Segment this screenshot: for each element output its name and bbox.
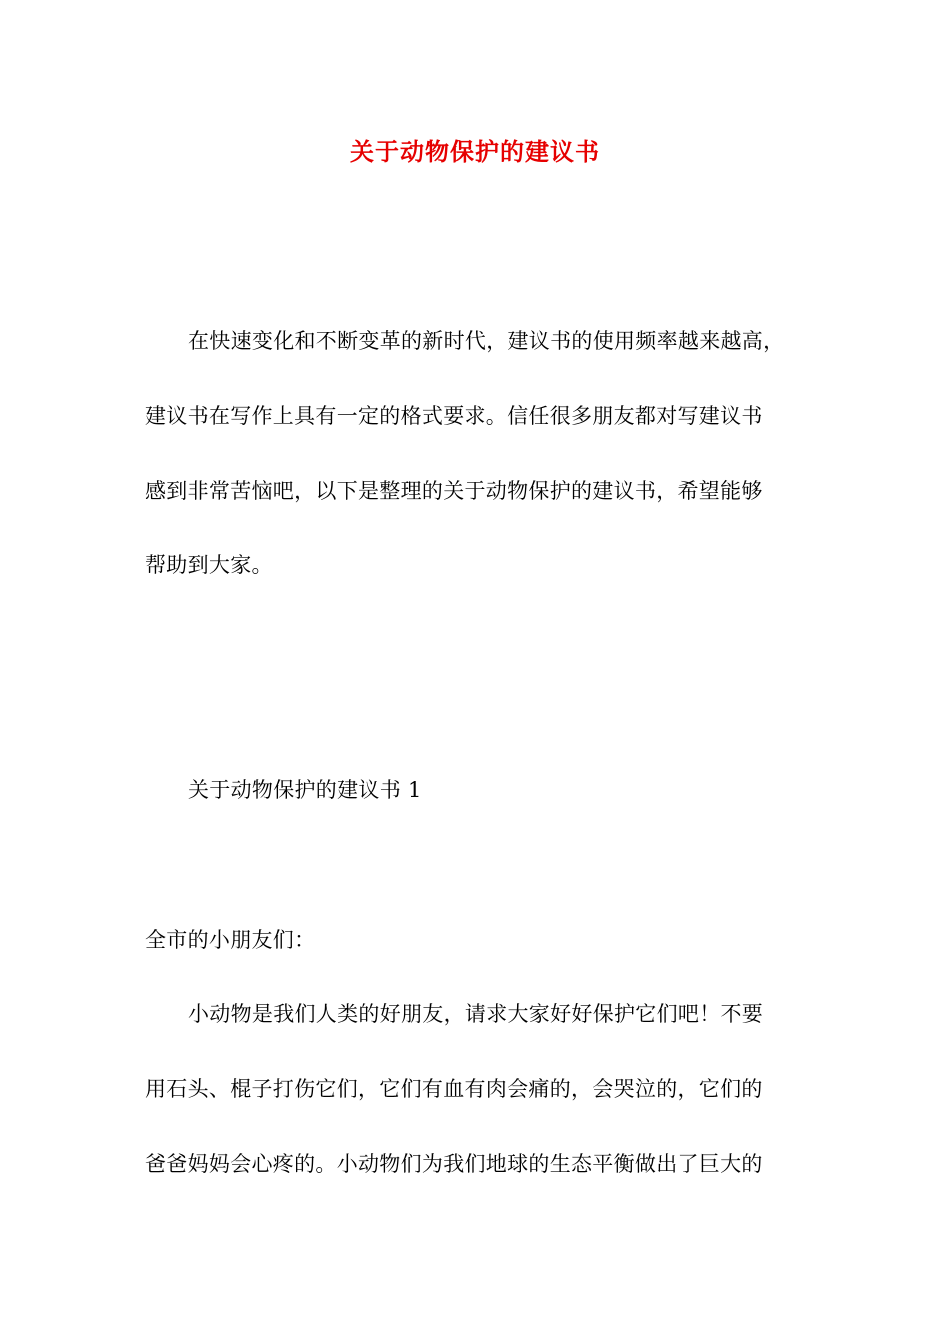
intro-line-1: 在快速变化和不断变革的新时代，建议书的使用频率越来越高，: [188, 329, 785, 353]
intro-line-3: 感到非常苦恼吧，以下是整理的关于动物保护的建议书，希望能够: [145, 479, 763, 503]
intro-line-4: 帮助到大家。: [145, 553, 273, 577]
section-heading: 关于动物保护的建议书 1: [188, 778, 422, 802]
intro-line-2: 建议书在写作上具有一定的格式要求。信任很多朋友都对写建议书: [145, 404, 763, 428]
body-line-3: 爸爸妈妈会心疼的。小动物们为我们地球的生态平衡做出了巨大的: [145, 1152, 763, 1176]
salutation: 全市的小朋友们：: [145, 928, 316, 952]
document-title: 关于动物保护的建议书: [350, 137, 600, 166]
body-line-2: 用石头、棍子打伤它们，它们有血有肉会痛的，会哭泣的，它们的: [145, 1077, 763, 1101]
body-line-1: 小动物是我们人类的好朋友，请求大家好好保护它们吧！不要: [188, 1002, 764, 1026]
